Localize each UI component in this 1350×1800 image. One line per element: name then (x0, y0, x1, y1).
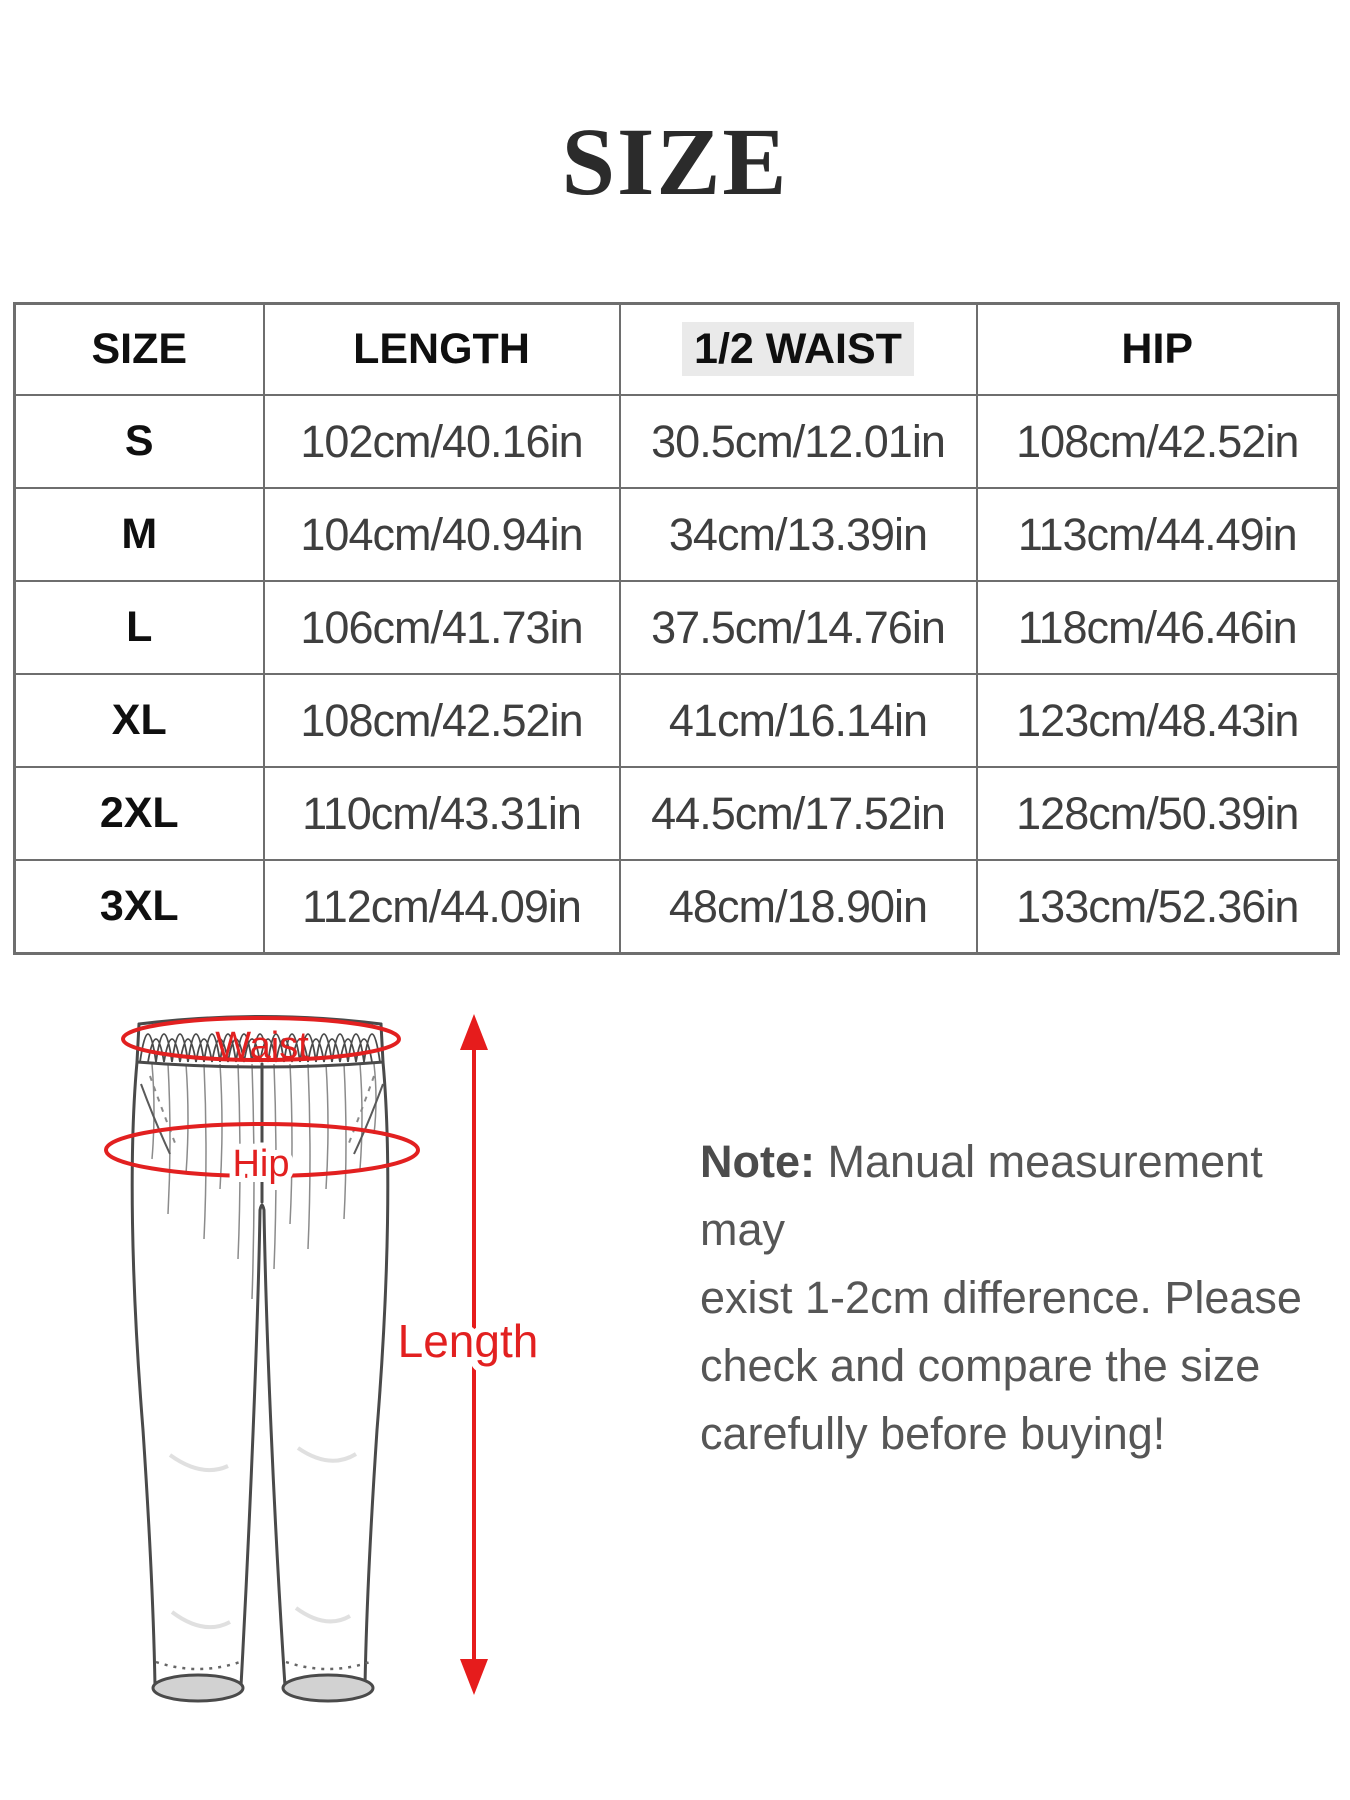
leg-cuffs (153, 1662, 373, 1701)
length-label: Length (397, 1315, 539, 1367)
half-waist-cell: 30.5cm/12.01in (620, 395, 977, 488)
waist-label: Waist (215, 1025, 309, 1067)
size-cell: L (15, 581, 264, 674)
size-cell: 2XL (15, 767, 264, 860)
header-hip: HIP (977, 304, 1339, 396)
length-cell: 108cm/42.52in (264, 674, 620, 767)
note-line: exist 1-2cm difference. Please (700, 1272, 1302, 1323)
length-cell: 102cm/40.16in (264, 395, 620, 488)
header-length: LENGTH (264, 304, 620, 396)
table-row (15, 674, 1339, 767)
note-line: carefully before buying! (700, 1408, 1166, 1459)
length-cell: 110cm/43.31in (264, 767, 620, 860)
header-size: SIZE (15, 304, 264, 396)
length-cell: 112cm/44.09in (264, 860, 620, 954)
page-title: SIZE (561, 108, 789, 215)
hip-label: Hip (232, 1143, 290, 1185)
hip-cell: 123cm/48.43in (977, 674, 1339, 767)
size-cell: S (15, 395, 264, 488)
hip-cell: 113cm/44.49in (977, 488, 1339, 581)
table-row (15, 860, 1339, 954)
right-cuff (283, 1675, 373, 1701)
length-cell: 106cm/41.73in (264, 581, 620, 674)
arrowhead-up (460, 1014, 488, 1050)
half-waist-cell: 48cm/18.90in (620, 860, 977, 954)
size-cell: XL (15, 674, 264, 767)
hip-cell: 133cm/52.36in (977, 860, 1339, 954)
hip-cell: 118cm/46.46in (977, 581, 1339, 674)
half-waist-cell: 44.5cm/17.52in (620, 767, 977, 860)
table-header-row (15, 304, 1339, 396)
half-waist-cell: 34cm/13.39in (620, 488, 977, 581)
header-half-waist: 1/2 WAIST (620, 304, 977, 396)
hip-cell: 128cm/50.39in (977, 767, 1339, 860)
note-line: check and compare the size (700, 1340, 1261, 1391)
left-cuff (153, 1675, 243, 1701)
fabric-shading (170, 1448, 356, 1627)
hip-cell: 108cm/42.52in (977, 395, 1339, 488)
note-line: Note: Manual measurement may (700, 1136, 1263, 1255)
size-cell: 3XL (15, 860, 264, 954)
table-row (15, 767, 1339, 860)
table-row (15, 395, 1339, 488)
half-waist-cell: 41cm/16.14in (620, 674, 977, 767)
arrowhead-down (460, 1659, 488, 1695)
size-table (13, 302, 1340, 955)
size-cell: M (15, 488, 264, 581)
length-cell: 104cm/40.94in (264, 488, 620, 581)
pants-measurement-diagram (0, 1000, 675, 1800)
note-label: Note: (700, 1136, 815, 1187)
table-row (15, 488, 1339, 581)
half-waist-cell: 37.5cm/14.76in (620, 581, 977, 674)
note-text (700, 1128, 1345, 1468)
table-row (15, 581, 1339, 674)
